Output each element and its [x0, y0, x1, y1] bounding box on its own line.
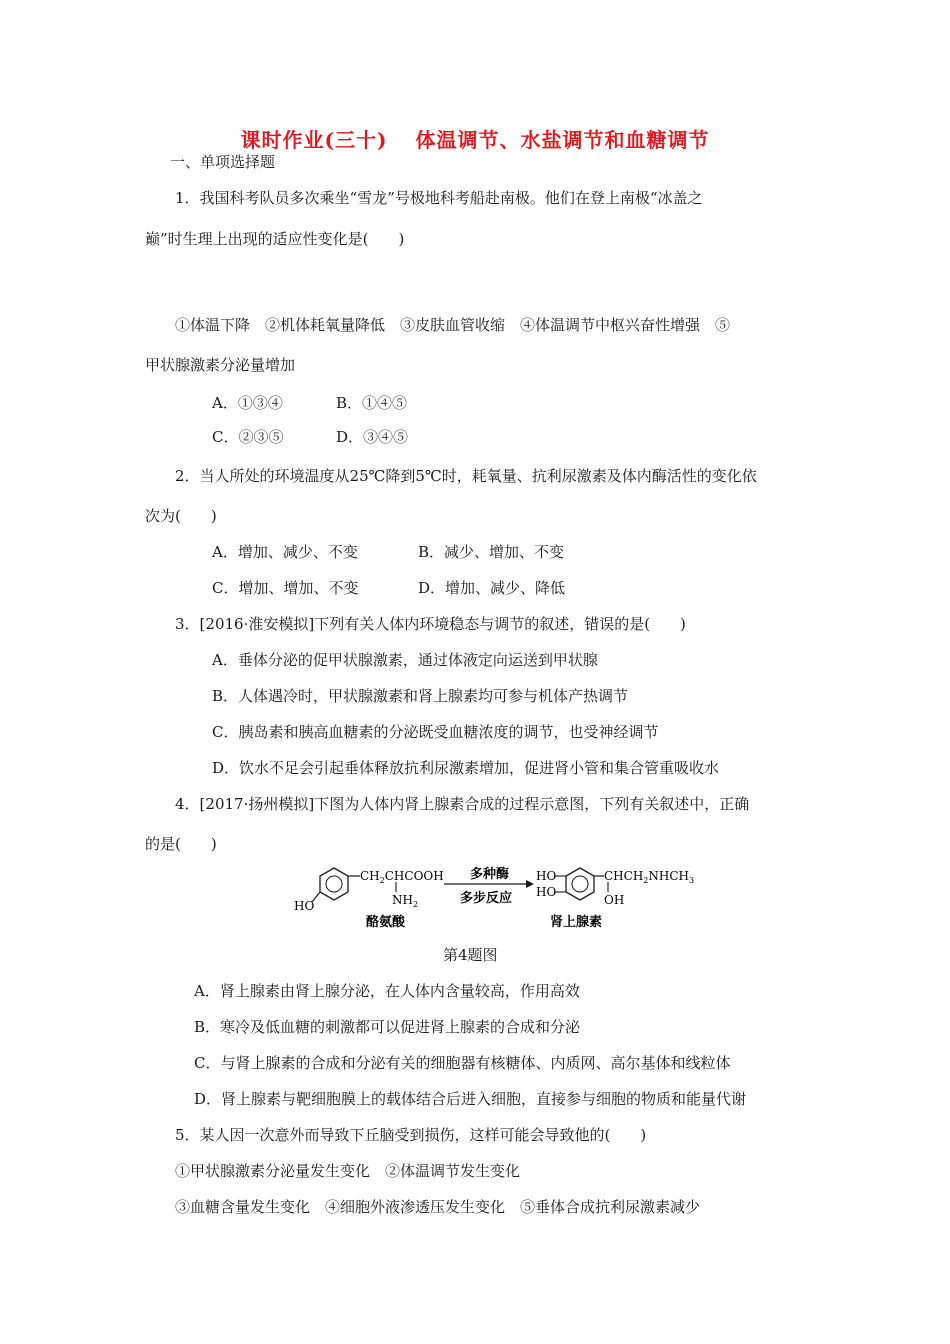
fig-right-ho-bottom: HO	[536, 885, 557, 899]
svg-text:NH2	[392, 893, 418, 909]
synthesis-figure	[288, 858, 708, 938]
fig-left-sub2: 2	[379, 876, 385, 885]
q2-option-a: A．增加、减少、不变	[212, 543, 358, 561]
q2-option-b: B．减少、增加、不变	[418, 543, 565, 561]
fig-arrow-top: 多种酶	[470, 867, 510, 882]
fig-left-group1: CH	[360, 869, 380, 883]
page-title	[0, 124, 950, 153]
q5-stem: 5．某人因一次意外而导致下丘脑受到损伤，这样可能会导致他的( )	[175, 1126, 647, 1144]
q3-option-a: A．垂体分泌的促甲状腺激素，通过体液定向运送到甲状腺	[212, 651, 598, 669]
fig-left-nh-sub: 2	[412, 900, 419, 909]
figure-caption: 第4题图	[443, 946, 498, 964]
q1-option-b: B．①④⑤	[336, 394, 408, 412]
fig-right-chain-sub2: 3	[689, 876, 695, 885]
q4-stem-line1: 4．[2017·扬州模拟]下图为人体内肾上腺素合成的过程示意图，下列有关叙述中，正确	[175, 795, 750, 813]
q4-option-d: D．肾上腺素与靶细胞膜上的载体结合后进入细胞，直接参与细胞的物质和能量代谢	[194, 1090, 747, 1108]
q4-stem-line2: 的是( )	[145, 835, 217, 853]
epinephrine-ring	[566, 868, 594, 900]
q2-option-d: D．增加、减少、降低	[418, 579, 566, 597]
q1-items-line2: 甲状腺激素分泌量增加	[145, 356, 296, 374]
title-main: 课时作业(三十)	[240, 128, 388, 152]
q3-option-c: C．胰岛素和胰高血糖素的分泌既受血糖浓度的调节，也受神经调节	[212, 723, 659, 741]
svg-text:CHCH2NHCH3	[604, 869, 694, 885]
q1-option-d: D．③④⑤	[336, 428, 409, 446]
q4-option-c: C．与肾上腺素的合成和分泌有关的细胞器有核糖体、内质网、高尔基体和线粒体	[194, 1054, 731, 1072]
q1-option-a: A．①③④	[212, 394, 283, 412]
q3-option-d: D．饮水不足会引起垂体释放抗利尿激素增加，促进肾小管和集合管重吸收水	[212, 759, 720, 777]
fig-left-nh: NH	[392, 893, 413, 907]
fig-right-ho-top: HO	[536, 869, 557, 883]
q5-items-line2: ③血糖含量发生变化 ④细胞外液渗透压发生变化 ⑤垂体合成抗利尿激素减少	[175, 1198, 701, 1216]
q1-stem-line1: 1．我国科考队员多次乘坐“雪龙”号极地科考船赴南极。他们在登上南极“冰盖之	[175, 189, 703, 207]
q2-stem-line2: 次为( )	[145, 507, 217, 525]
fig-arrow-bottom: 多步反应	[460, 891, 513, 906]
fig-left-ho: HO	[294, 899, 315, 913]
q4-option-a: A．肾上腺素由肾上腺分泌，在人体内含量较高，作用高效	[194, 982, 580, 1000]
fig-left-name: 酪氨酸	[366, 915, 406, 930]
svg-text:CH2CHCOOH	[360, 869, 444, 885]
fig-right-name: 肾上腺素	[550, 915, 603, 930]
q1-items-line1: ①体温下降 ②机体耗氧量降低 ③皮肤血管收缩 ④体温调节中枢兴奋性增强 ⑤	[175, 316, 731, 334]
q2-option-c: C．增加、增加、不变	[212, 579, 359, 597]
q1-stem-line2: 巅”时生理上出现的适应性变化是( )	[145, 230, 405, 248]
q3-stem: 3．[2016·淮安模拟]下列有关人体内环境稳态与调节的叙述，错误的是( )	[175, 615, 686, 633]
fig-right-chain-sub: 2	[643, 876, 649, 885]
q3-option-b: B．人体遇冷时，甲状腺激素和肾上腺素均可参与机体产热调节	[212, 687, 629, 705]
fig-left-group2: CHCOOH	[384, 869, 444, 883]
q5-items-line1: ①甲状腺激素分泌量发生变化 ②体温调节发生变化	[175, 1162, 521, 1180]
q4-option-b: B．寒冷及低血糖的刺激都可以促进肾上腺素的合成和分泌	[194, 1018, 581, 1036]
fig-right-chain: CHCH	[604, 869, 644, 883]
fig-right-chain2: NHCH	[648, 869, 690, 883]
section-heading: 一、单项选择题	[170, 153, 276, 171]
title-sub: 体温调节、水盐调节和血糖调节	[415, 128, 710, 152]
tyrosine-ring	[320, 868, 348, 900]
q1-option-c: C．②③⑤	[212, 428, 284, 446]
q2-stem-line1: 2．当人所处的环境温度从25℃降到5℃时，耗氧量、抗利尿激素及体内酶活性的变化依	[175, 467, 757, 485]
fig-right-oh: OH	[604, 893, 625, 907]
